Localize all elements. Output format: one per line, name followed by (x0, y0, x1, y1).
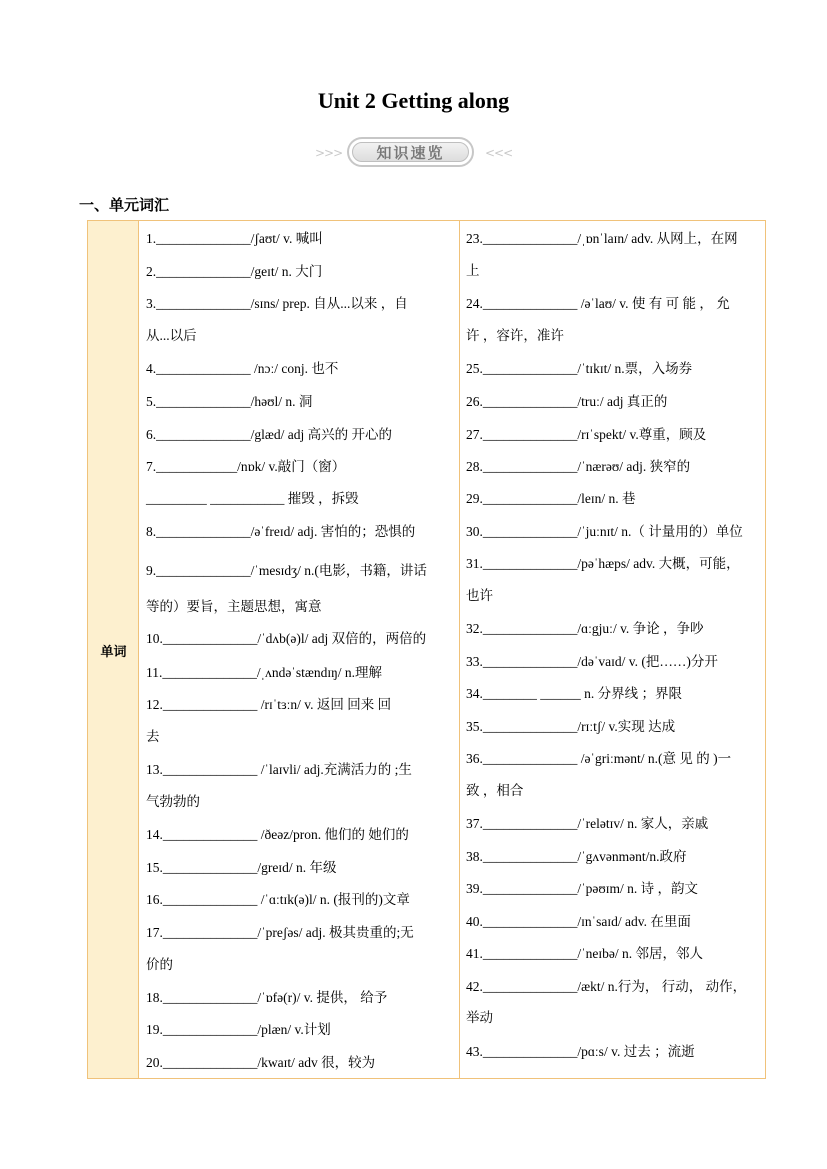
vocab-line: 价的 (146, 957, 173, 972)
vocab-line: 30.______________/ˈjuːnɪt/ n.（ 计量用的）单位 (466, 524, 743, 539)
vocab-line: 5.______________/həʊl/ n. 洞 (146, 394, 313, 409)
vocab-line: 28.______________/ˈnærəʊ/ adj. 狭窄的 (466, 459, 691, 474)
vocab-line: 36.______________ /əˈgriːmənt/ n.(意 见 的 )一 (466, 751, 732, 766)
page-title: Unit 2 Getting along (317, 88, 510, 113)
vocab-line: 25.______________/ˈtɪkɪt/ n.票，入场券 (466, 361, 693, 376)
vocab-line: 2.______________/geɪt/ n. 大门 (146, 264, 323, 279)
vocab-line: 35.______________/rɪːtʃ/ v.实现 达成 (466, 719, 676, 734)
vocab-line: 13.______________ /ˈlaɪvli/ adj.充满活力的 ;生 (146, 762, 412, 777)
vocab-line: 29.______________/leɪn/ n. 巷 (466, 491, 636, 506)
vocab-line: 也许 (466, 588, 493, 603)
vocab-line: 31.______________/pəˈhæps/ adv. 大概，可能， (466, 556, 740, 571)
section-banner (313, 137, 513, 171)
vocab-line: 7.____________/nɒk/ v.敲门（窗） (146, 459, 346, 474)
vocab-line: 17.______________/ˈpreʃəs/ adj. 极其贵重的;无 (146, 925, 414, 940)
vocab-line: 去 (146, 729, 160, 744)
table-label: 单词 (100, 645, 127, 660)
vocab-line: 15.______________/greɪd/ n. 年级 (146, 860, 337, 875)
vocab-line: 4.______________ /nɔː/ conj. 也不 (146, 361, 339, 376)
vocab-line: 10.______________/ˈdʌb(ə)l/ adj 双倍的，两倍的 (146, 631, 427, 646)
vocab-line: 38.______________/ˈgʌvənmənt/n.政府 (466, 849, 687, 864)
vocab-line: 14.______________ /ðeəz/pron. 他们的 她们的 (146, 827, 409, 842)
vocab-line: 41.______________/ˈneɪbə/ n. 邻居，邻人 (466, 946, 703, 961)
chevrons-left-icon: <<< (485, 146, 513, 160)
vocab-line: 33.______________/dəˈvaɪd/ v. (把……)分开 (466, 654, 718, 669)
vocab-line: 40.______________/ɪnˈsaɪd/ adv. 在里面 (466, 914, 691, 929)
vocab-line: 18.______________/ˈɒfə(r)/ v. 提供， 给予 (146, 990, 388, 1005)
banner-label: 知识速览 (352, 142, 469, 162)
vocab-line: 39.______________/ˈpəʊɪm/ n. 诗 ，韵文 (466, 881, 699, 896)
vocab-line: 1.______________/ʃaʊt/ v. 喊叫 (146, 231, 323, 246)
vocab-line: 26.______________/truː/ adj 真正的 (466, 394, 668, 409)
vocab-line: 致 ，相合 (466, 783, 524, 798)
banner-pill (347, 137, 474, 167)
vocab-line: 8.______________/əˈfreɪd/ adj. 害怕的；恐惧的 (146, 524, 416, 539)
vocab-line: 上 (466, 263, 480, 278)
vocab-line: 19.______________/plæn/ v.计划 (146, 1022, 331, 1037)
vocab-line: 20.______________/kwaɪt/ adv 很，较为 (146, 1055, 376, 1070)
vocab-line: 27.______________/rɪˈspekt/ v.尊重，顾及 (466, 427, 707, 442)
table-label-cell (88, 221, 139, 1078)
vocab-line: 42.______________/ækt/ n.行为， 行动， 动作， (466, 979, 747, 994)
vocab-line: 24.______________ /əˈlaʊ/ v. 使 有 可 能 ， 允 (466, 296, 730, 311)
vocab-line: 从...以后 (146, 328, 197, 343)
column-divider (459, 221, 460, 1078)
vocabulary-table (87, 220, 766, 1079)
vocab-line: 等的）要旨，主题思想，寓意 (146, 599, 322, 614)
vocab-line: 23.______________/ˌɒnˈlaɪn/ adv. 从网上，在网 (466, 231, 738, 246)
vocab-line: 3.______________/sɪns/ prep. 自从...以来 ，自 (146, 296, 408, 311)
vocab-line: 12.______________ /rɪˈtɜːn/ v. 返回 回来 回 (146, 697, 392, 712)
vocab-line: 37.______________/ˈrelətɪv/ n. 家人，亲戚 (466, 816, 709, 831)
vocab-line: 16.______________ /ˈɑːtɪk(ə)l/ n. (报刊的)文章 (146, 892, 410, 907)
vocab-line: 许 ，容许，准许 (466, 328, 564, 343)
section-heading: 一、单元词汇 (79, 196, 170, 214)
vocab-line: 32.______________/ɑːgjuː/ v. 争论 ，争吵 (466, 621, 704, 636)
vocab-line: 34.________ ______ n. 分界线 ；界限 (466, 686, 682, 701)
vocab-line: 举动 (466, 1010, 493, 1025)
vocab-line: 9.______________/ˈmesɪdʒ/ n.(电影，书籍，讲话 (146, 563, 427, 578)
chevrons-right-icon: >>> (315, 146, 343, 160)
vocab-line: 11.______________/ˌʌndəˈstændɪŋ/ n.理解 (146, 665, 383, 680)
vocab-line: 6.______________/glæd/ adj 高兴的 开心的 (146, 427, 392, 442)
vocab-line: _________ ___________ 摧毁 ，拆毁 (146, 491, 359, 506)
vocab-line: 43.______________/pɑːs/ v. 过去 ；流逝 (466, 1044, 695, 1059)
vocab-line: 气勃勃的 (146, 794, 200, 809)
